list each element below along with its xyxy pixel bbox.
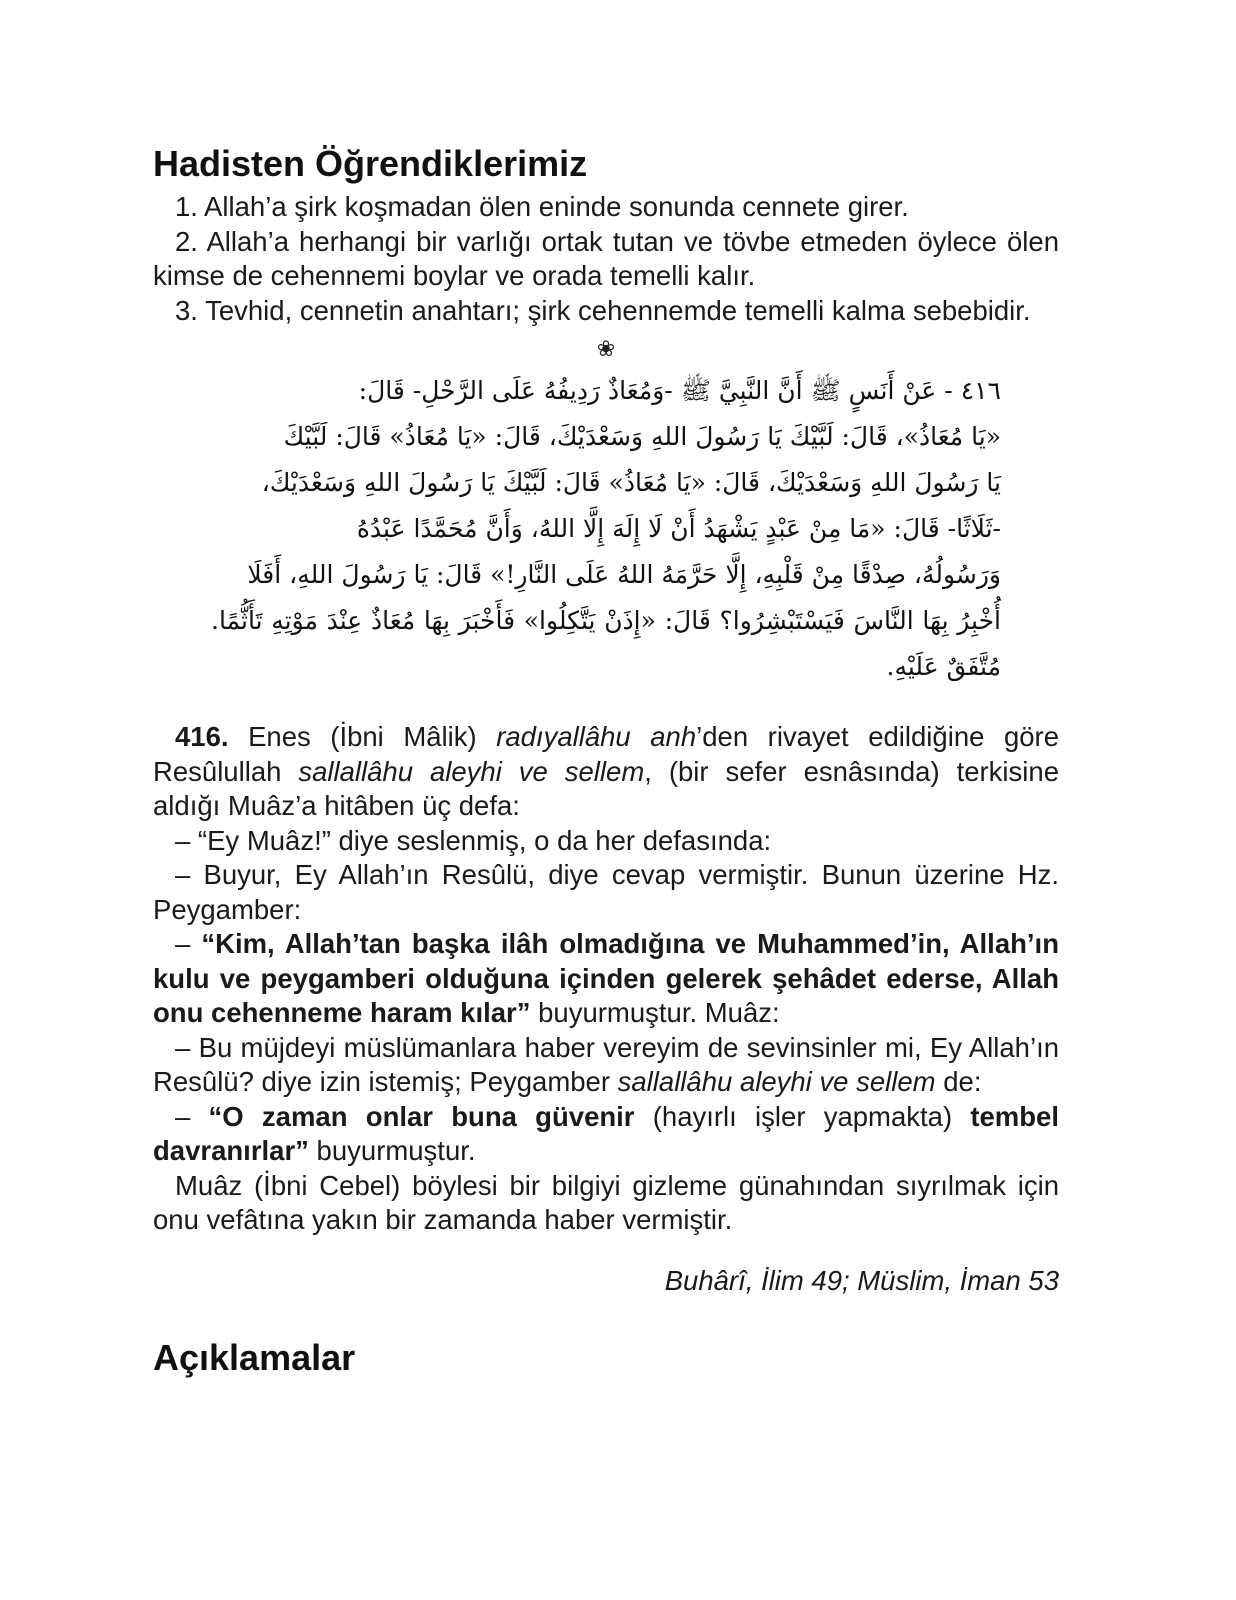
arabic-line: أُخْبِرُ بِهَا النَّاسَ فَيَسْتَبْشِرُوا؟ قَالَ: «إِذَنْ يَتَّكِلُوا» فَأَخْبَرَ بِهَا مُعَاذٌ عِنْدَ مَوْتِهِ تَأَثُّمًا. مُتَّفَقٌ عَلَيْهِ. bbox=[211, 606, 1001, 681]
text-run: (hayırlı işler yapmakta) bbox=[634, 1100, 971, 1132]
text-run: Enes (İbni Mâlik) bbox=[228, 721, 497, 752]
dialogue-line-1: – “Ey Muâz!” diye seslenmiş, o da her defasında: bbox=[175, 824, 772, 856]
arabic-line: يَا رَسُولَ اللهِ وَسَعْدَيْكَ، قَالَ: «يَا مُعَاذُ» قَالَ: لَبَّيْكَ يَا رَسُولَ اللهِ وَسَعْدَيْكَ، bbox=[261, 468, 1001, 497]
dialogue-line-4 bbox=[153, 1031, 1059, 1100]
text-run: ’den rivayet edildiğine göre Resûlullah bbox=[153, 721, 1059, 787]
lesson-item-3: 3. Tevhid, cennetin anahtarı; şirk cehennemde temelli kalma sebebidir. bbox=[175, 294, 1031, 326]
section-title-lessons: Hadisten Öğrendiklerimiz bbox=[153, 143, 588, 184]
arabic-hadith-text bbox=[211, 368, 1001, 690]
bold-quote: “Kim, Allah’tan başka ilâh olmadığına ve Muhammed’in, Allah’ın kulu ve peygamberi olduğuna içinden gelerek şehâdet ederse, Allah onu cehenneme haram kılar” bbox=[153, 928, 1059, 1028]
text-run: sallallâhu aleyhi ve sellem bbox=[298, 755, 645, 787]
bold-quote: “O zaman onlar buna güvenir bbox=[208, 1100, 635, 1132]
dialogue-line-3 bbox=[153, 927, 1059, 1031]
text-run: buyurmuştur. bbox=[308, 1135, 476, 1166]
page-content bbox=[153, 138, 1059, 1384]
hadith-translation-intro bbox=[153, 720, 1059, 824]
section-title-explanations: Açıklamalar bbox=[153, 1336, 356, 1378]
dialogue-line-5 bbox=[153, 1100, 1059, 1169]
arabic-line: -ثَلَاثًا- قَالَ: «مَا مِنْ عَبْدٍ يَشْهَدُ أَنْ لَا إِلَهَ إِلَّا اللهُ، وَأَنَّ مُحَمَّدًا عَبْدُهُ bbox=[356, 514, 1001, 543]
bold-quote: tembel davranırlar” bbox=[153, 1100, 1059, 1166]
dialogue-line-2: – Buyur, Ey Allah’ın Resûlü, diye cevap vermiştir. Bunun üzerine Hz. Peygamber: bbox=[153, 859, 1059, 925]
text-run: sallallâhu aleyhi ve sellem bbox=[617, 1066, 936, 1097]
text-run: radıyallâhu anh bbox=[496, 721, 697, 752]
text-run: – bbox=[175, 1100, 209, 1132]
text-run: buyurmuştur. Muâz: bbox=[530, 997, 780, 1028]
arabic-line: ٤١٦ - عَنْ أَنَسٍ ﷺ أَنَّ النَّبِيَّ ﷺ -وَمُعَاذٌ رَدِيفُهُ عَلَى الرَّحْلِ- قَالَ: bbox=[358, 376, 1001, 405]
closing-paragraph: Muâz (İbni Cebel) böylesi bir bilgiyi gizleme günahından sıyrılmak için onu vefâtına yakın bir zamanda haber vermiştir. bbox=[153, 1169, 1059, 1235]
lesson-item-2: 2. Allah’a herhangi bir varlığı ortak tutan ve tövbe etmeden öylece ölen kimse de cehennemi boylar ve orada temelli kalır. bbox=[153, 225, 1059, 291]
text-run: , (bir sefer esnâsında) terkisine aldığı Muâz’a hitâben üç defa: bbox=[153, 755, 1059, 821]
text-run: – Bu müjdeyi müslümanlara haber vereyim de sevinsinler mi, Ey Allah’ın Resûlü? diye izin istemiş; Peygamber bbox=[153, 1031, 1059, 1097]
arabic-line: وَرَسُولُهُ، صِدْقًا مِنْ قَلْبِهِ، إِلَّا حَرَّمَهُ اللهُ عَلَى النَّارِ!» قَالَ: يَا رَسُولَ اللهِ، أَفَلَا bbox=[247, 560, 1001, 589]
text-run: de: bbox=[935, 1066, 982, 1097]
arabic-line: «يَا مُعَاذُ»، قَالَ: لَبَّيْكَ يَا رَسُولَ اللهِ وَسَعْدَيْكَ، قَالَ: «يَا مُعَاذُ» قَالَ: لَبَّيْكَ bbox=[283, 422, 1001, 451]
hadith-number: 416. bbox=[175, 721, 229, 752]
source-citation: Buhârî, İlim 49; Müslim, İman 53 bbox=[664, 1264, 1059, 1296]
lesson-item-1: 1. Allah’a şirk koşmadan ölen eninde sonunda cennete girer. bbox=[175, 191, 909, 222]
text-run: – bbox=[175, 928, 202, 959]
flower-ornament-icon: ❀ bbox=[596, 337, 616, 362]
